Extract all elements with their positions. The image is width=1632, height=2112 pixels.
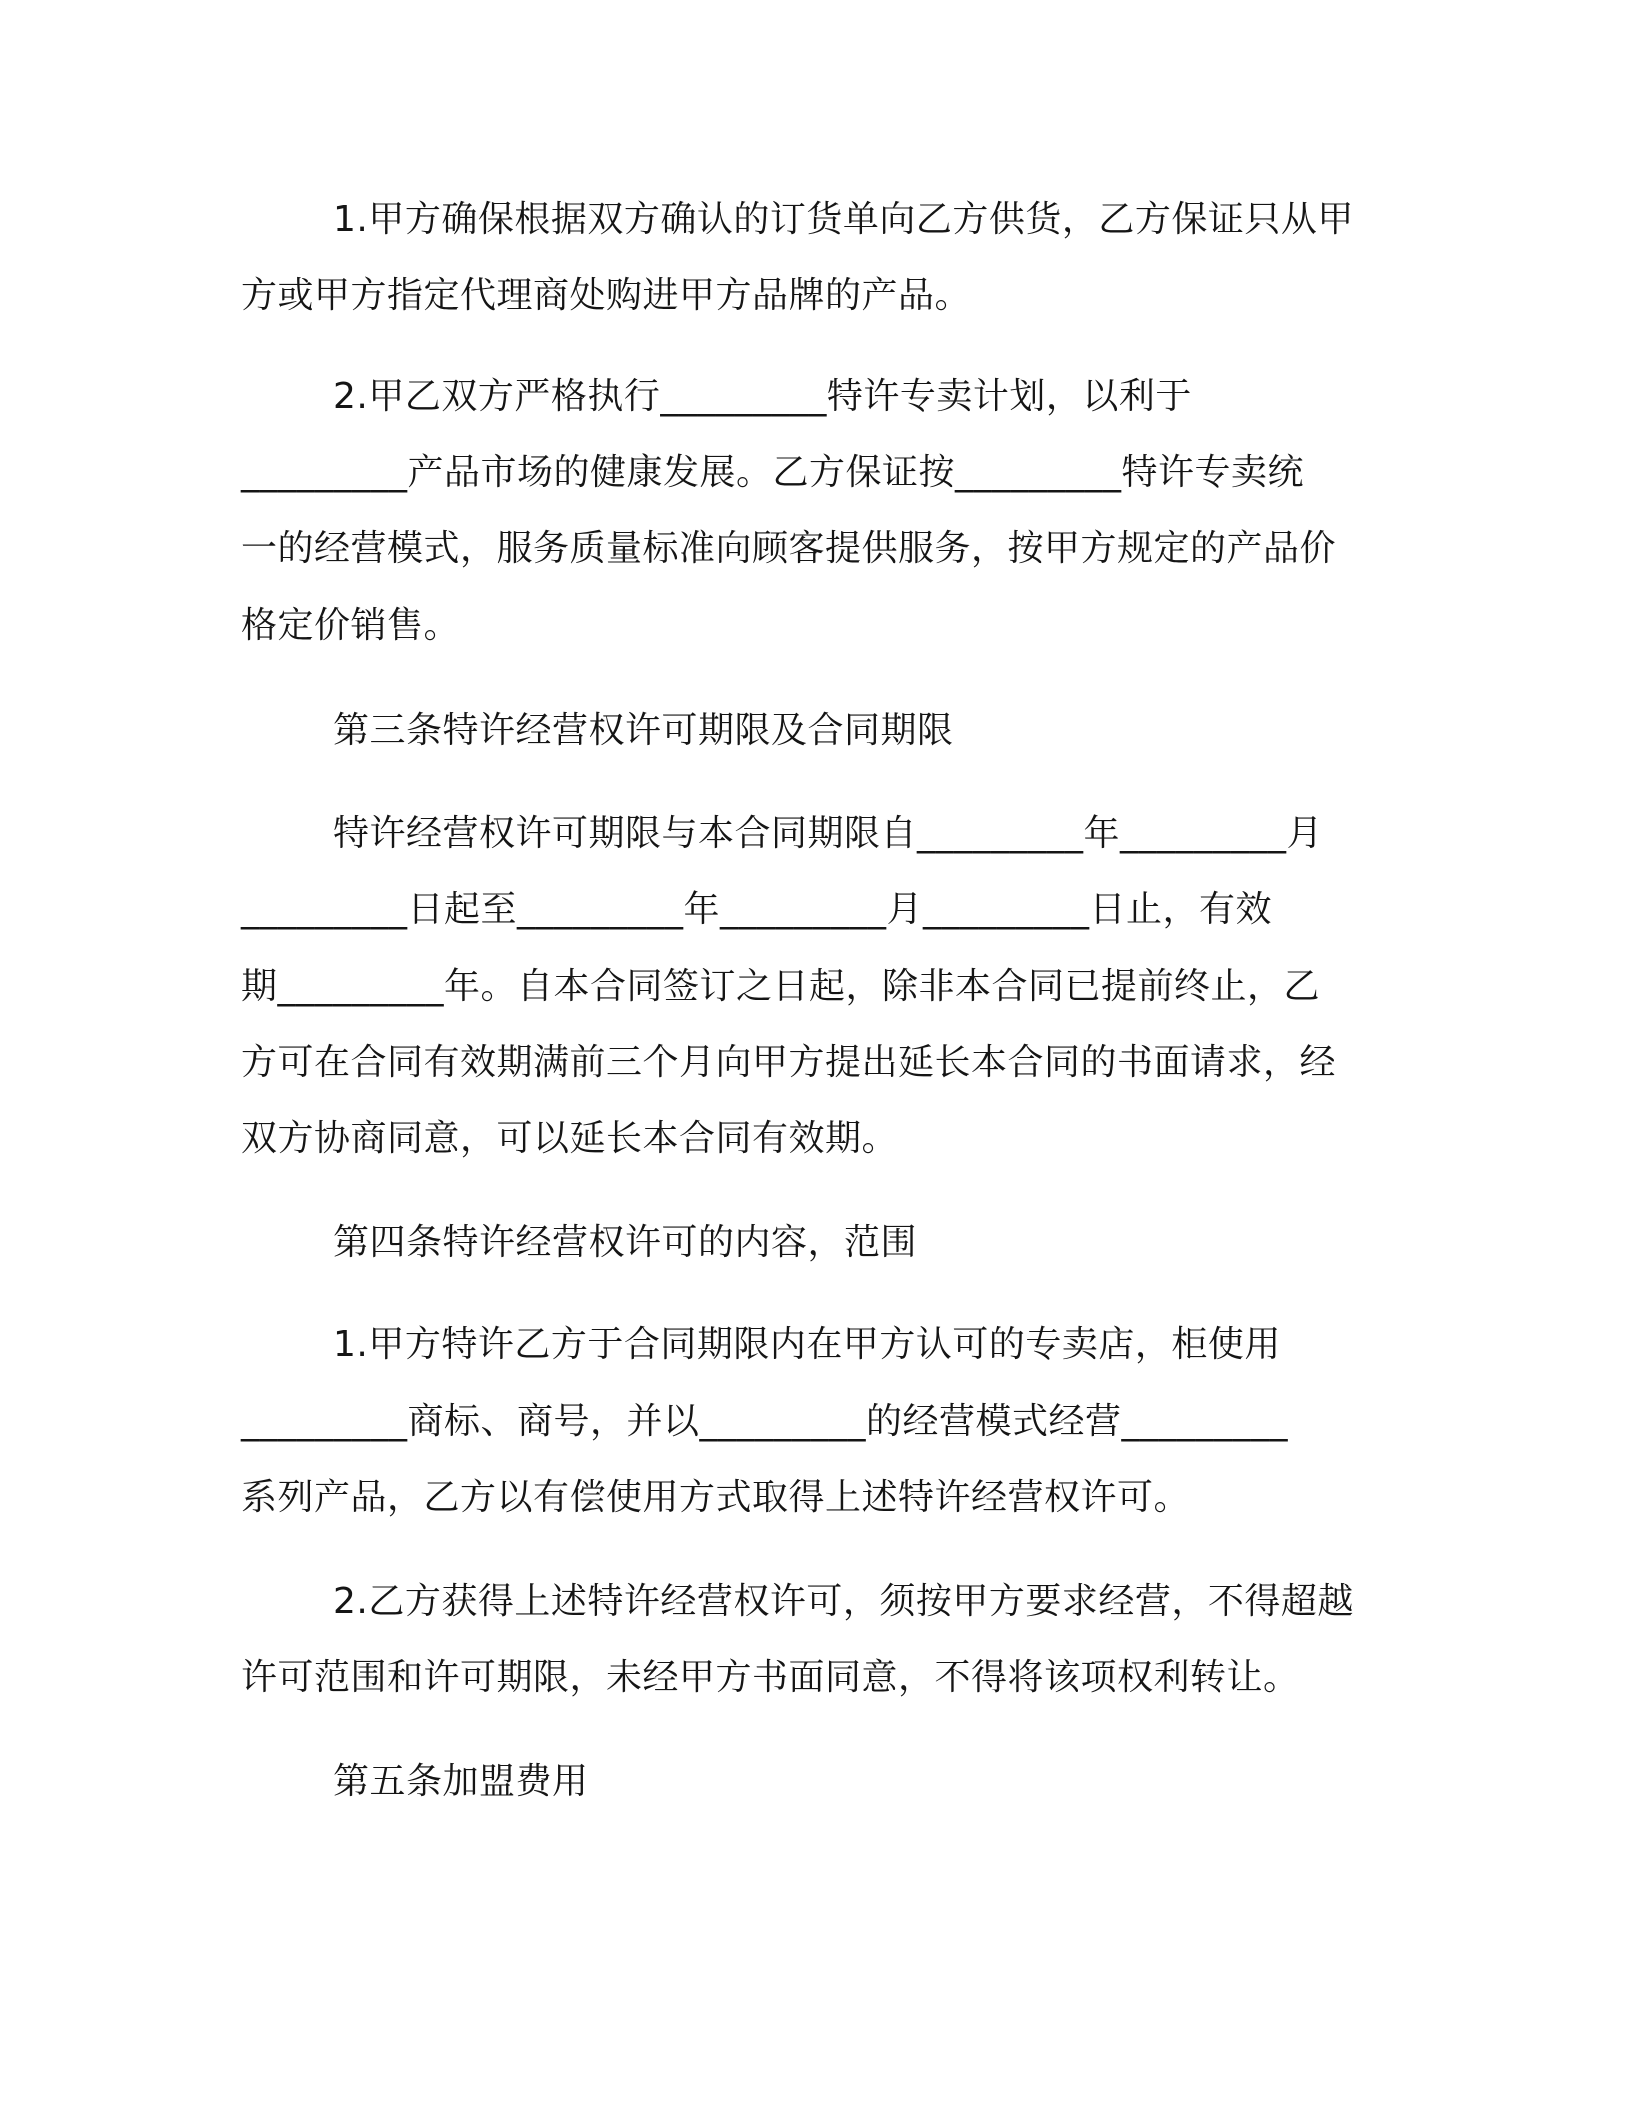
paragraph-line: 期_________年。自本合同签订之日起，除非本合同已提前终止，乙 (241, 966, 1321, 1007)
paragraph-line: 2.乙方获得上述特许经营权许可，须按甲方要求经营，不得超越 (333, 1581, 1354, 1622)
paragraph-line: 1.甲方特许乙方于合同期限内在甲方认可的专卖店，柜使用 (333, 1324, 1281, 1365)
paragraph-line: 特许经营权许可期限与本合同期限自_________年_________月 (333, 813, 1324, 854)
paragraph-line: 许可范围和许可期限，未经甲方书面同意，不得将该项权利转让。 (241, 1657, 1300, 1698)
paragraph-line: _________产品市场的健康发展。乙方保证按_________特许专卖统 (241, 452, 1305, 493)
paragraph-line: 2.甲乙双方严格执行_________特许专卖计划，以利于 (333, 376, 1192, 417)
paragraph-line: 系列产品，乙方以有偿使用方式取得上述特许经营权许可。 (241, 1477, 1191, 1518)
section-heading: 第四条特许经营权许可的内容，范围 (333, 1222, 918, 1263)
paragraph-line: _________商标、商号，并以_________的经营模式经营_________ (241, 1401, 1289, 1442)
paragraph-line: _________日起至_________年_________月_________日止，有效 (241, 889, 1273, 930)
paragraph-line: 一的经营模式，服务质量标准向顾客提供服务，按甲方规定的产品价 (241, 528, 1337, 569)
section-heading: 第三条特许经营权许可期限及合同期限 (333, 710, 954, 751)
paragraph-line: 方可在合同有效期满前三个月向甲方提出延长本合同的书面请求，经 (241, 1042, 1337, 1083)
paragraph-line: 方或甲方指定代理商处购进甲方品牌的产品。 (241, 275, 972, 316)
paragraph-line: 双方协商同意，可以延长本合同有效期。 (241, 1118, 899, 1159)
paragraph-line: 格定价销售。 (241, 605, 461, 646)
section-heading: 第五条加盟费用 (333, 1761, 589, 1802)
paragraph-line: 1.甲方确保根据双方确认的订货单向乙方供货，乙方保证只从甲 (333, 199, 1354, 240)
